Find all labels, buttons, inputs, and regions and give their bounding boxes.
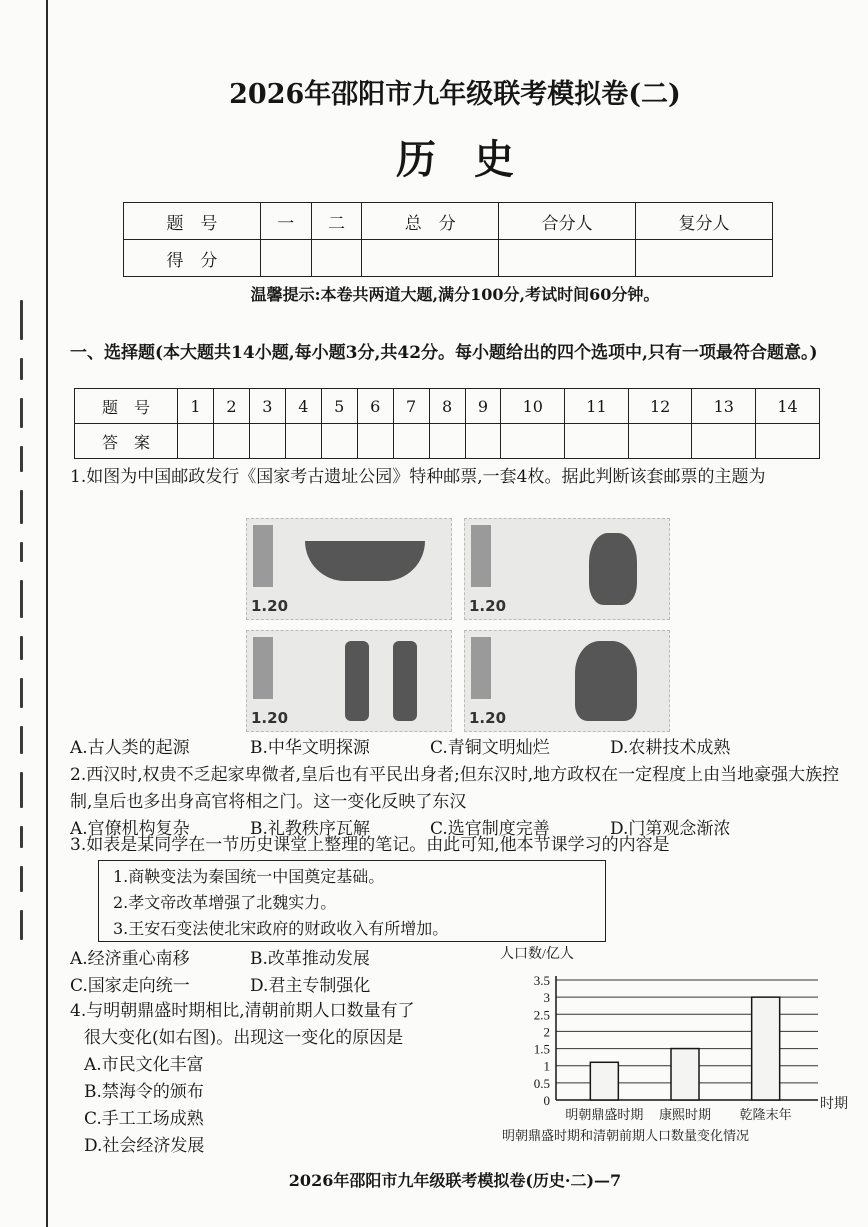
stamp-image	[464, 630, 670, 732]
y-tick-label: 1.5	[533, 1041, 550, 1057]
question-stem: 2.西汉时,权贵不乏起家卑微者,皇后也有平民出身者;但东汉时,地方政权在一定程度上由当地豪强大族控制,皇后也多出身高官将相之门。这一变化反映了东汉	[70, 765, 840, 812]
answer-cell[interactable]	[501, 424, 565, 459]
question-number-cell: 14	[756, 389, 820, 424]
score-header-cell: 合分人	[499, 203, 636, 240]
stamp-price: 1.20	[469, 709, 507, 727]
bar	[752, 997, 780, 1100]
option-d[interactable]: D.农耕技术成熟	[610, 738, 731, 758]
y-tick-label: 2.5	[533, 1007, 550, 1023]
answer-row-label: 答 案	[75, 424, 178, 459]
question-stem: 很大变化(如右图)。出现这一变化的原因是	[84, 1028, 404, 1048]
question-1	[70, 464, 840, 491]
answer-cell[interactable]	[249, 424, 285, 459]
question-number-cell: 13	[692, 389, 756, 424]
stamp-image	[246, 630, 452, 732]
score-blank-cell[interactable]	[499, 240, 636, 277]
stamp-image	[246, 518, 452, 620]
question-number-cell: 5	[321, 389, 357, 424]
answer-cell[interactable]	[393, 424, 429, 459]
score-header-cell: 二	[311, 203, 362, 240]
exam-title: 2026年邵阳市九年级联考模拟卷(二)	[229, 79, 681, 110]
question-1-options	[70, 735, 790, 762]
score-blank-cell[interactable]	[311, 240, 362, 277]
x-tick-label: 明朝鼎盛时期	[565, 1107, 644, 1122]
question-number-cell: 4	[285, 389, 321, 424]
score-blank-cell[interactable]	[636, 240, 773, 277]
option-a[interactable]: A.经济重心南移	[70, 949, 190, 969]
stamp-price: 1.20	[251, 709, 289, 727]
notes-box	[98, 860, 606, 942]
chart-caption: 明朝鼎盛时期和清朝前期人口数量变化情况	[502, 1128, 750, 1143]
option-c[interactable]: C.手工工场成熟	[84, 1109, 204, 1129]
y-tick-label: 3	[543, 990, 550, 1006]
question-4	[70, 998, 490, 1160]
subject-title: 历史	[396, 136, 552, 183]
note-item: 3.王安石变法使北宋政府的财政收入有所增加。	[113, 919, 449, 938]
answer-cell[interactable]	[321, 424, 357, 459]
question-stem: 3.如表是某同学在一节历史课堂上整理的笔记。由此可知,他本节课学习的内容是	[70, 835, 670, 855]
score-header-cell: 题 号	[124, 203, 261, 240]
y-tick-label: 3.5	[533, 973, 550, 988]
answer-cell[interactable]	[213, 424, 249, 459]
score-blank-cell[interactable]	[362, 240, 499, 277]
y-tick-label: 1	[543, 1058, 550, 1074]
option-a[interactable]: A.市民文化丰富	[84, 1055, 204, 1075]
y-axis-label: 人口数/亿人	[500, 947, 574, 962]
score-header-cell: 总 分	[362, 203, 499, 240]
question-stem: 1.如图为中国邮政发行《国家考古遗址公园》特种邮票,一套4枚。据此判断该套邮票的主题为	[70, 467, 766, 487]
y-tick-label: 0	[543, 1093, 550, 1108]
binding-line	[46, 0, 48, 1227]
y-tick-label: 2	[543, 1024, 550, 1040]
exam-tip: 温馨提示:本卷共两道大题,满分100分,考试时间60分钟。	[250, 285, 660, 304]
exam-page	[60, 0, 850, 1227]
option-d[interactable]: D.门第观念渐浓	[610, 819, 731, 839]
x-axis-label: 时期	[820, 1097, 848, 1112]
answer-cell[interactable]	[628, 424, 692, 459]
question-number-cell: 9	[465, 389, 501, 424]
population-chart	[498, 944, 848, 1144]
answer-cell[interactable]	[756, 424, 820, 459]
question-number-cell: 1	[178, 389, 214, 424]
option-b[interactable]: B.禁海令的颁布	[84, 1082, 204, 1102]
question-3-options	[70, 946, 430, 1000]
question-number-cell: 6	[357, 389, 393, 424]
score-table	[123, 202, 773, 277]
question-number-cell: 12	[628, 389, 692, 424]
answer-cell[interactable]	[565, 424, 629, 459]
option-d[interactable]: D.社会经济发展	[84, 1136, 205, 1156]
question-3	[70, 832, 840, 859]
option-c[interactable]: C.青铜文明灿烂	[430, 738, 550, 758]
bar	[671, 1049, 699, 1100]
answer-row-label: 题 号	[75, 389, 178, 424]
population-chart-svg	[498, 944, 848, 1144]
x-tick-label: 乾隆末年	[739, 1107, 792, 1122]
option-c[interactable]: C.国家走向统一	[70, 976, 190, 996]
answer-cell[interactable]	[357, 424, 393, 459]
note-item: 1.商鞅变法为秦国统一中国奠定基础。	[113, 867, 385, 886]
answer-cell[interactable]	[285, 424, 321, 459]
question-number-cell: 8	[429, 389, 465, 424]
score-header-cell: 复分人	[636, 203, 773, 240]
score-row-label: 得 分	[124, 240, 261, 277]
stamp-image	[464, 518, 670, 620]
option-b[interactable]: B.改革推动发展	[250, 949, 370, 969]
option-b[interactable]: B.礼教秩序瓦解	[250, 819, 370, 839]
question-2	[70, 762, 840, 816]
question-number-cell: 11	[565, 389, 629, 424]
option-c[interactable]: C.选官制度完善	[430, 819, 550, 839]
question-number-cell: 3	[249, 389, 285, 424]
answer-table	[74, 388, 820, 459]
section-heading: 一、选择题(本大题共14小题,每小题3分,共42分。每小题给出的四个选项中,只有一项最符合题意。)	[70, 343, 818, 363]
option-b[interactable]: B.中华文明探源	[250, 738, 370, 758]
y-tick-label: 0.5	[533, 1075, 550, 1091]
bar	[590, 1062, 618, 1100]
x-tick-label: 康熙时期	[658, 1107, 712, 1122]
score-blank-cell[interactable]	[260, 240, 311, 277]
answer-cell[interactable]	[178, 424, 214, 459]
option-a[interactable]: A.官僚机构复杂	[70, 819, 190, 839]
question-number-cell: 7	[393, 389, 429, 424]
stamp-set-image	[246, 518, 674, 732]
option-d[interactable]: D.君主专制强化	[250, 976, 371, 996]
question-number-cell: 10	[501, 389, 565, 424]
question-number-cell: 2	[213, 389, 249, 424]
score-header-cell: 一	[260, 203, 311, 240]
answer-cell[interactable]	[692, 424, 756, 459]
answer-cell[interactable]	[429, 424, 465, 459]
note-item: 2.孝文帝改革增强了北魏实力。	[113, 893, 337, 912]
stamp-price: 1.20	[251, 597, 289, 615]
question-stem: 4.与明朝鼎盛时期相比,清朝前期人口数量有了	[70, 1001, 415, 1021]
page-footer: 2026年邵阳市九年级联考模拟卷(历史·二)—7	[288, 1171, 622, 1190]
binding-margin-marks	[8, 300, 34, 940]
answer-cell[interactable]	[465, 424, 501, 459]
stamp-price: 1.20	[469, 597, 507, 615]
option-a[interactable]: A.古人类的起源	[70, 738, 190, 758]
